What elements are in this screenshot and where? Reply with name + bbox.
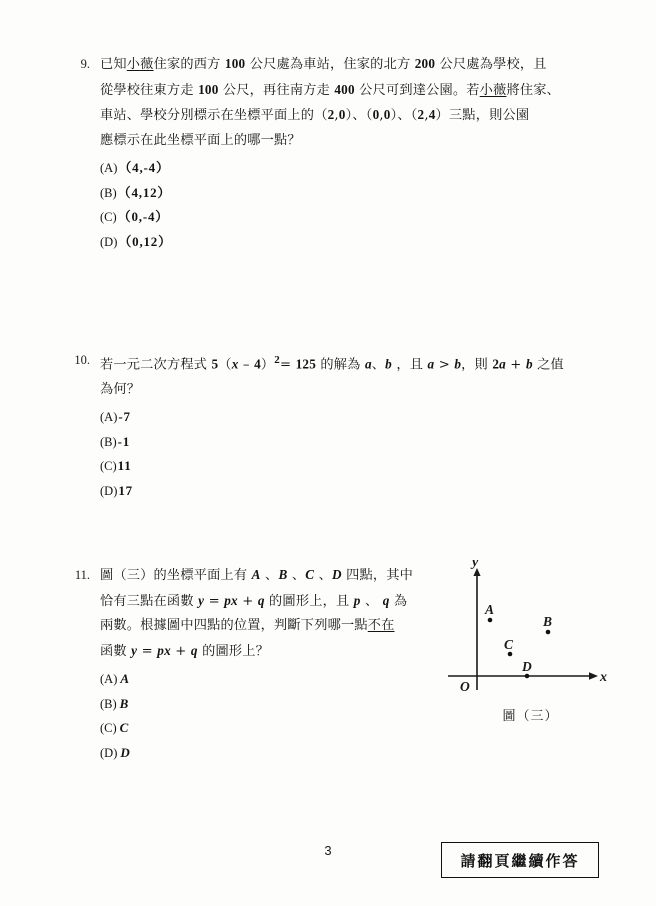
option-10-a-tag: (A) [100, 410, 118, 425]
point-d-label: D [522, 659, 532, 674]
option-9-d-tag: (D) [100, 234, 118, 249]
option-11-a[interactable] [100, 667, 460, 692]
question-10 [60, 348, 605, 503]
point-c-dot [508, 652, 513, 657]
option-9-a-value: （4,-4） [118, 160, 170, 175]
question-9-body [100, 52, 605, 254]
point-b-dot [546, 630, 551, 635]
option-10-d-value: 17 [118, 482, 133, 498]
option-10-b-tag: (B) [100, 434, 117, 449]
option-10-b[interactable] [100, 430, 605, 455]
point-c-label: C [504, 637, 514, 652]
option-11-d-value: D [120, 744, 131, 760]
y-axis-label: y [472, 560, 479, 570]
question-9-options [100, 156, 605, 254]
origin-label: O [460, 679, 470, 694]
question-9-line-4: 應標示在此坐標平面上的哪一點？ [100, 132, 301, 148]
point-b-label: B [543, 614, 553, 629]
option-9-d-value: （0,12） [118, 233, 172, 249]
question-9 [60, 52, 605, 254]
option-9-d[interactable] [100, 230, 605, 255]
option-11-b-value: B [119, 695, 129, 711]
option-10-c[interactable] [100, 454, 605, 479]
option-11-d-tag: (D) [100, 745, 118, 760]
question-11-line-4: 函數 y = px + q 的圖形上？ [100, 642, 270, 659]
option-11-c[interactable] [100, 716, 460, 741]
question-11-line-3: 兩數。根據圖中四點的位置，判斷下列哪一點不在 [100, 618, 395, 633]
figure-caption: 圖（三） [502, 709, 559, 724]
option-11-c-tag: (C) [100, 721, 117, 735]
question-10-number: 10. [74, 353, 90, 367]
question-10-line-1: 若一元二次方程式 5（x – 4）$^2$= 125 的解為 a、b ，且 a > b，則 2a + b 之值 [100, 354, 564, 373]
question-9-line-1: 已知小薇住家的西方 100 公尺處為車站，住家的北方 200 公尺處為學校，且 [100, 56, 547, 72]
option-9-b[interactable] [100, 181, 605, 206]
option-9-a[interactable] [100, 156, 605, 181]
question-11-body [100, 563, 460, 765]
question-11-number: 11. [74, 568, 90, 582]
option-11-a-value: A [120, 671, 130, 686]
x-axis-arrow [589, 672, 598, 680]
question-10-body [100, 348, 605, 503]
page-number: 3 [324, 843, 332, 858]
question-10-line-2: 為何？ [100, 381, 141, 397]
question-9-line-2: 從學校往東方走 100 公尺，再往南方走 400 公尺可到達公園。若小薇將住家、 [100, 81, 561, 98]
question-11-line-2: 恰有三點在函數 y = px + q 的圖形上，且 p 、 q 為 [100, 592, 408, 609]
continue-notice-text: 請翻頁繼續作答 [460, 851, 580, 870]
x-axis-label: x [600, 670, 607, 685]
option-9-b-value: （4,12） [117, 184, 172, 200]
question-11 [60, 563, 460, 765]
question-11-options [100, 667, 460, 765]
option-9-a-tag: (A) [100, 161, 118, 175]
option-10-d-tag: (D) [100, 483, 118, 498]
option-9-c-tag: (C) [100, 210, 117, 224]
option-10-b-value: -1 [117, 433, 131, 449]
option-10-d[interactable] [100, 479, 605, 504]
continue-notice-box [441, 842, 599, 878]
option-10-a-value: -7 [118, 409, 131, 425]
option-9-c[interactable] [100, 205, 605, 230]
option-10-a[interactable] [100, 405, 605, 430]
coordinate-plane-svg [448, 560, 613, 710]
option-11-c-value: C [119, 720, 129, 735]
option-11-b-tag: (B) [100, 696, 117, 711]
option-10-c-tag: (C) [100, 459, 117, 474]
question-9-number: 9. [80, 57, 90, 71]
question-9-line-3: 車站、學校分別標示在坐標平面上的（2,0）、（0,0）、（2,4）三點，則公園 [100, 107, 530, 123]
option-11-b[interactable] [100, 692, 460, 717]
option-9-b-tag: (B) [100, 185, 117, 200]
point-a-dot [488, 618, 493, 623]
question-11-line-1: 圖（三）的坐標平面上有 A 、B 、C 、D 四點，其中 [100, 567, 414, 583]
option-11-d[interactable] [100, 741, 460, 766]
option-10-c-value: 11 [117, 458, 132, 474]
question-10-options [100, 405, 605, 503]
point-a-label: A [485, 602, 495, 617]
option-11-a-tag: (A) [100, 672, 118, 686]
figure-three [448, 560, 613, 745]
point-d-dot [525, 674, 530, 679]
option-9-c-value: （0,-4） [117, 209, 170, 224]
